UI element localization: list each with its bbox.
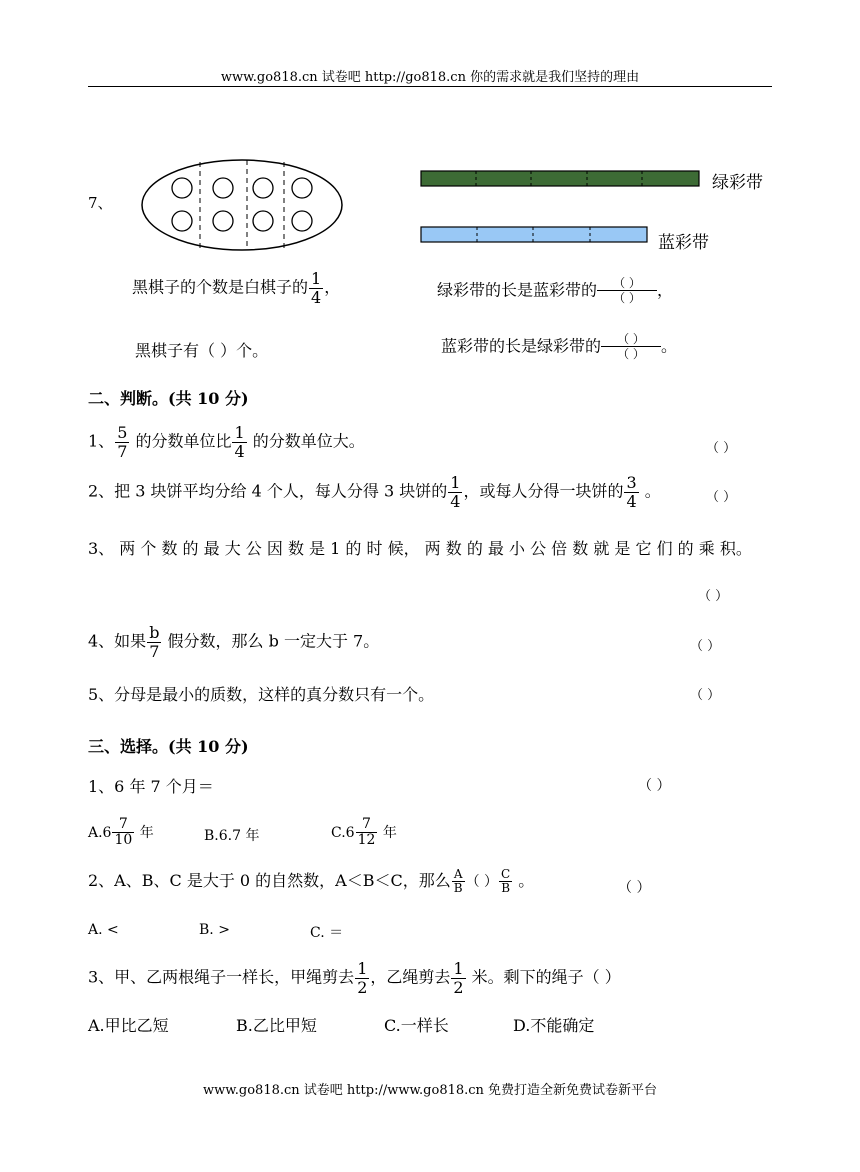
green-ribbon [420, 170, 702, 188]
page-header: www.go818.cn 试卷吧 http://go818.cn 你的需求就是我们坚持的理由 [220, 70, 640, 85]
q7-right-line1: 绿彩带的长是蓝彩带的 （ ） （ ） ， [437, 276, 674, 306]
judge-q1: 1、 $\frac{5}{7}$ 的分数单位比 $\frac{1}{4}$ 的分数单位大。 [88, 423, 365, 461]
blue-ribbon-label: 蓝彩带 [658, 233, 709, 253]
answer-paren[interactable]: （ ） [698, 589, 729, 604]
answer-paren[interactable]: （ ） [706, 441, 737, 456]
q7-left-line1: 黑棋子的个数是白棋子的 $\frac{1}{4}$ ， [132, 269, 341, 307]
choice-q1-option-a[interactable]: A.6 $\frac{7}{10}$ 年 [88, 816, 154, 849]
green-ribbon-bar [421, 171, 699, 186]
choice-q3-option-a[interactable]: A.甲比乙短 [88, 1016, 169, 1035]
fraction: $\frac{b}{7}$ [149, 623, 160, 661]
chess-piece [172, 211, 192, 231]
q7-number: 7、 [88, 194, 113, 212]
chess-piece [292, 211, 312, 231]
chess-piece [292, 178, 312, 198]
answer-paren[interactable]: （ ） [706, 490, 737, 505]
blank-fraction[interactable]: （ ） （ ） [597, 276, 657, 306]
choice-q1-option-b[interactable]: B.6.7 年 [204, 828, 260, 844]
choice-q3-option-c[interactable]: C.一样长 [384, 1016, 449, 1035]
choice-q3: 3、甲、乙两根绳子一样长，甲绳剪去 $\frac{1}{2}$ ，乙绳剪去 $\frac{1}{2}$ 米。剩下的绳子（ ） [88, 959, 621, 997]
page-footer: www.go818.cn 试卷吧 http://www.go818.cn 免费打造全新免费试卷新平台 [202, 1083, 658, 1098]
fraction: $\frac{1}{4}$ [234, 423, 245, 461]
blank-fraction[interactable]: （ ） （ ） [601, 332, 661, 362]
judge-q2: 2、把 3 块饼平均分给 4 个人，每人分得 3 块饼的 $\frac{1}{4}$ ，或每人分得一块饼的 $\frac{3}{4}$ 。 [88, 473, 661, 511]
choice-q1-option-c[interactable]: C.6 $\frac{7}{12}$ 年 [331, 816, 397, 849]
answer-paren[interactable]: （ ） [690, 639, 721, 654]
chess-piece [253, 211, 273, 231]
choice-q2: 2、A、B、C 是大于 0 的自然数，A＜B＜C，那么 $\frac{A}{B}$ （ ） $\frac{C}{B}$ 。 [88, 867, 535, 896]
chess-piece [213, 178, 233, 198]
fraction: $\frac{C}{B}$ [501, 867, 511, 896]
answer-paren[interactable]: （ ） [638, 778, 671, 794]
q7-left-line2: 黑棋子有（ ）个。 [135, 341, 269, 360]
fraction: $\frac{5}{7}$ [117, 423, 128, 461]
judge-q3: 3、 两 个 数 的 最 大 公 因 数 是 1 的 时 候， 两 数 的 最 小 公 倍 数 就 是 它 们 的 乘 积。 [88, 539, 752, 558]
judge-q5: 5、分母是最小的质数，这样的真分数只有一个。 [88, 685, 435, 704]
fraction: $\frac{1}{4}$ [311, 269, 322, 307]
answer-paren[interactable]: （ ） [618, 880, 651, 896]
answer-paren[interactable]: （ ） [690, 688, 721, 703]
chess-piece [253, 178, 273, 198]
choice-q2-option-b[interactable]: B. > [199, 922, 230, 938]
section2-title: 二、判断。(共 10 分) [88, 389, 249, 408]
choice-q2-option-a[interactable]: A. < [88, 922, 119, 938]
fraction: $\frac{1}{4}$ [450, 473, 461, 511]
chess-pieces-diagram [140, 158, 345, 252]
choice-q3-option-b[interactable]: B.乙比甲短 [236, 1016, 317, 1035]
oval-outline [142, 160, 342, 250]
fraction: $\frac{1}{2}$ [357, 959, 368, 997]
chess-piece [213, 211, 233, 231]
blue-ribbon [420, 226, 650, 244]
fraction: $\frac{7}{12}$ [357, 816, 376, 849]
choice-q1: 1、6 年 7 个月＝ [88, 777, 214, 796]
judge-q4: 4、如果 $\frac{b}{7}$ 假分数，那么 b 一定大于 7。 [88, 623, 380, 661]
blue-ribbon-bar [421, 227, 647, 242]
choice-q2-option-c[interactable]: C. ＝ [310, 925, 344, 941]
green-ribbon-label: 绿彩带 [712, 173, 763, 193]
header-rule [88, 86, 772, 87]
fraction: $\frac{3}{4}$ [626, 473, 637, 511]
fraction: $\frac{7}{10}$ [114, 816, 133, 849]
section3-title: 三、选择。(共 10 分) [88, 737, 249, 756]
fraction: $\frac{1}{2}$ [453, 959, 464, 997]
chess-piece [172, 178, 192, 198]
fraction: $\frac{A}{B}$ [453, 867, 463, 896]
q7-right-line2: 蓝彩带的长是绿彩带的 （ ） （ ） 。 [441, 332, 678, 362]
choice-q3-option-d[interactable]: D.不能确定 [513, 1016, 595, 1035]
